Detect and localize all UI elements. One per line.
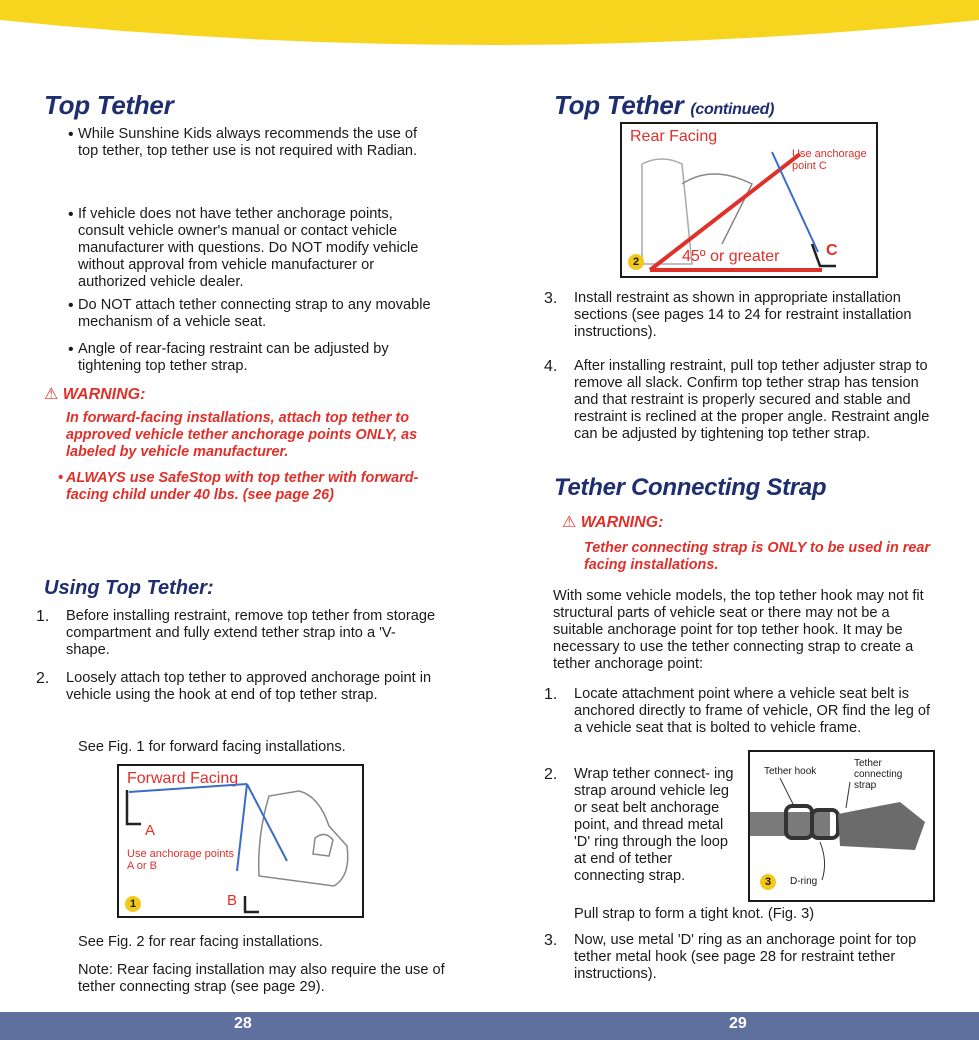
bullet-text: If vehicle does not have tether anchorage points, consult vehicle owner's manual or contact vehicle manufacturer with questions. Do NOT modify vehicle without approval from vehicle manufacturer or authorized vehicle dealer.	[78, 206, 419, 290]
figure-tether-connecting-strap	[748, 750, 935, 902]
page-number-right: 29	[729, 1015, 747, 1032]
fig3-dring-label: D-ring	[790, 876, 818, 887]
bullet-item: • If vehicle does not have tether anchorage points, consult vehicle owner's manual or contact vehicle manufacturer with questions. Do NOT modify vehicle without approval from vehicle manufacturer or authorized vehicle dealer.	[78, 206, 438, 291]
anchor-label-b: B	[227, 892, 238, 909]
fig3-hook-label: Tether hook	[764, 766, 817, 777]
numbered-step: 2. Wrap tether connect- ing strap around vehicle leg or seat belt anchorage point, and thread metal 'D' ring through the loop at end of tether connecting strap.	[544, 766, 734, 884]
numbered-step: 4. After installing restraint, pull top tether adjuster strap to remove all slack. Confirm top tether strap has tension and that restraint is properly secured and stable and restraint is reclined at the proper angle. Restraint angle can be adjusted by tightening top tether strap.	[544, 358, 930, 442]
fig3-strap-label: Tether connecting strap	[854, 758, 903, 791]
using-top-tether-heading: Using Top Tether:	[44, 577, 214, 599]
see-fig1-text: See Fig. 1 for forward facing installations.	[78, 739, 346, 755]
anchor-label-c: C	[826, 242, 838, 259]
page-footer	[0, 1012, 979, 1040]
figure-number-badge: 2	[628, 254, 644, 270]
bullet-item: • Do NOT attach tether connecting strap to any movable mechanism of a vehicle seat.	[78, 297, 438, 331]
bullet-item: • While Sunshine Kids always recommends the use of top tether, top tether use is not required with Radian.	[78, 126, 438, 160]
warning-heading-right	[562, 512, 663, 532]
bullet-item: • Angle of rear-facing restraint can be adjusted by tightening top tether strap.	[78, 341, 438, 375]
note-text: Note: Rear facing installation may also require the use of tether connecting strap (see page 29).	[78, 962, 445, 995]
numbered-step: 3. Now, use metal 'D' ring as an anchorage point for top tether metal hook (see page 28 for restraint tether instructions).	[544, 932, 917, 982]
fig1-title: Forward Facing	[127, 770, 239, 787]
top-banner	[0, 0, 979, 60]
bullet-text: Do NOT attach tether connecting strap to any movable mechanism of a vehicle seat.	[78, 297, 431, 330]
warning-text-right: Tether connecting strap is ONLY to be used in rear facing installations.	[584, 540, 930, 573]
figure-forward-facing	[117, 764, 364, 918]
figure-number-badge: 1	[125, 896, 141, 912]
fig2-anchor-note: Use anchorage point C	[792, 148, 867, 172]
forward-facing-illustration	[119, 766, 362, 916]
page-number-left: 28	[234, 1015, 252, 1032]
figure-number-badge: 3	[760, 874, 776, 890]
warning-icon: ⚠	[562, 514, 577, 531]
warning-label: WARNING:	[62, 386, 146, 403]
fig1-note: Use anchorage points A or B	[127, 848, 235, 872]
tether-connecting-strap-heading: Tether Connecting Strap	[554, 474, 827, 501]
bullet-text: Angle of rear-facing restraint can be adjusted by tightening top tether strap.	[78, 341, 389, 374]
warning-heading-left	[44, 384, 145, 404]
figure-rear-facing	[620, 122, 878, 278]
pull-strap-text: Pull strap to form a tight knot. (Fig. 3)	[574, 906, 815, 922]
yellow-arc	[0, 0, 979, 60]
page-title-right: Top Tether (continued)	[554, 90, 775, 120]
bullet-text: While Sunshine Kids always recommends the use of top tether, top tether use is not required with Radian.	[78, 126, 418, 159]
fig2-title: Rear Facing	[630, 128, 718, 145]
warning-icon: ⚠	[44, 386, 59, 403]
warning-text-left: In forward-facing installations, attach top tether to approved vehicle tether anchorage points ONLY, as labeled by vehicle manufacturer.	[66, 410, 418, 460]
numbered-step: 1. Before installing restraint, remove top tether from storage compartment and fully extend tether strap into a 'V-shape.	[36, 608, 436, 658]
warning-label: WARNING:	[580, 514, 664, 531]
page-title-left: Top Tether	[44, 90, 174, 120]
numbered-step: 2. Loosely attach top tether to approved anchorage point in vehicle using the hook at end of top tether strap.	[36, 670, 432, 703]
anchor-label-a: A	[145, 822, 156, 839]
numbered-step: 1. Locate attachment point where a vehicle seat belt is anchored directly to frame of vehicle, OR find the leg of a vehicle seat that is bolted to vehicle frame.	[544, 686, 931, 736]
fig2-angle-label: 45º or greater	[682, 248, 780, 265]
see-fig2-text: See Fig. 2 for rear facing installations.	[78, 934, 323, 950]
strap-intro-text: With some vehicle models, the top tether hook may not fit structural parts of vehicle seat or there may not be a suitable anchorage point for top tether hook. It may be necessary to use the tether connecting strap to create a tether anchorage point:	[553, 588, 924, 672]
numbered-step: 3. Install restraint as shown in appropriate installation sections (see pages 14 to 24 for restraint installation instructions).	[544, 290, 912, 340]
warning-bullet-left: • ALWAYS use SafeStop with top tether with forward-facing child under 40 lbs. (see page 26)	[58, 470, 419, 503]
